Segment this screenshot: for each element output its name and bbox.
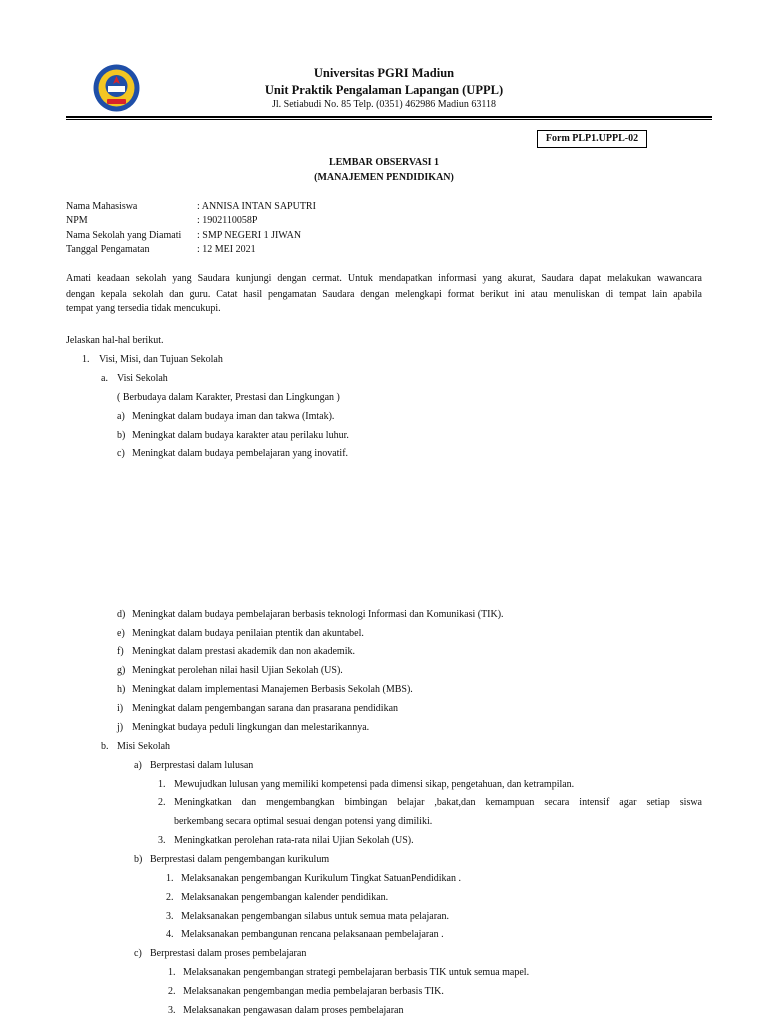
identity-label: Nama Sekolah yang Diamati	[66, 230, 182, 241]
list-marker: i)	[117, 703, 124, 714]
group-title: Berprestasi dalam proses pembelajaran	[150, 948, 307, 959]
subsection-letter: b.	[101, 741, 109, 752]
group-marker: c)	[134, 948, 142, 959]
numbered-item: Melaksanakan pengembangan Kurikulum Tingkat SatuanPendidikan .	[181, 873, 461, 884]
identity-value: : 12 MEI 2021	[197, 244, 256, 255]
list-marker: d)	[117, 609, 126, 620]
group-title: Berprestasi dalam lulusan	[150, 760, 254, 771]
list-marker: h)	[117, 684, 126, 695]
numbered-marker: 1.	[168, 967, 176, 978]
header-rule-thick	[66, 116, 712, 118]
doc-title: LEMBAR OBSERVASI 1	[328, 157, 440, 168]
list-item: Meningkat dalam budaya pembelajaran yang inovatif.	[132, 448, 349, 459]
numbered-item: Melaksanakan pengawasan dalam proses pembelajaran	[183, 1005, 404, 1016]
section-title: Visi, Misi, dan Tujuan Sekolah	[99, 354, 223, 365]
doc-subtitle: (MANAJEMEN PENDIDIKAN)	[314, 172, 454, 183]
instruction-line: Amati keadaan sekolah yang Saudara kunjungi dengan cermat. Untuk mendapatkan informasi yang akurat, Saudara dapat melakukan wawancara	[66, 273, 702, 284]
explain-heading: Jelaskan hal-hal berikut.	[66, 335, 164, 346]
numbered-marker: 4.	[166, 929, 174, 940]
header-rule-thin	[66, 119, 712, 120]
numbered-item: Melaksanakan pengembangan kalender pendidikan.	[181, 892, 389, 903]
section-number: 1.	[82, 354, 90, 365]
subsection-title: Visi Sekolah	[117, 373, 168, 384]
list-marker: b)	[117, 430, 126, 441]
list-item: Meningkat dalam budaya penilaian ptentik dan akuntabel.	[132, 628, 364, 639]
form-code-box: Form PLP1.UPPL-02	[537, 130, 647, 148]
numbered-item-continued: berkembang secara optimal sesuai dengan potensi yang dimiliki.	[174, 816, 433, 827]
numbered-marker: 2.	[158, 797, 166, 808]
group-marker: b)	[134, 854, 143, 865]
list-marker: c)	[117, 448, 125, 459]
numbered-marker: 1.	[166, 873, 174, 884]
numbered-item: Meningkatkan dan mengembangkan bimbingan belajar ,bakat,dan kemampuan secara intensif agar setiap siswa	[174, 797, 702, 808]
identity-value: : 1902110058P	[197, 215, 258, 226]
visi-motto: ( Berbudaya dalam Karakter, Prestasi dan Lingkungan )	[117, 392, 340, 403]
numbered-item: Melaksanakan pengembangan strategi pembelajaran berbasis TIK untuk semua mapel.	[183, 967, 530, 978]
numbered-marker: 1.	[158, 779, 166, 790]
list-item: Meningkat dalam budaya pembelajaran berbasis teknologi Informasi dan Komunikasi (TIK).	[132, 609, 504, 620]
list-item: Meningkat dalam pengembangan sarana dan prasarana pendidikan	[132, 703, 399, 714]
list-item: Meningkat dalam implementasi Manajemen Berbasis Sekolah (MBS).	[132, 684, 413, 695]
numbered-item: Melaksanakan pengembangan media pembelajaran berbasis TIK.	[183, 986, 444, 997]
group-marker: a)	[134, 760, 142, 771]
list-item: Meningkat perolehan nilai hasil Ujian Sekolah (US).	[132, 665, 343, 676]
numbered-marker: 3.	[166, 911, 174, 922]
list-item: Meningkat dalam prestasi akademik dan non akademik.	[132, 646, 355, 657]
list-marker: a)	[117, 411, 125, 422]
address-line: Jl. Setiabudi No. 85 Telp. (0351) 462986 Madiun 63118	[271, 99, 496, 110]
subsection-title: Misi Sekolah	[117, 741, 171, 752]
list-item: Meningkat dalam budaya karakter atau perilaku luhur.	[132, 430, 349, 441]
numbered-marker: 2.	[168, 986, 176, 997]
group-title: Berprestasi dalam pengembangan kurikulum	[150, 854, 330, 865]
list-marker: g)	[117, 665, 126, 676]
numbered-marker: 3.	[168, 1005, 176, 1016]
list-item: Meningkat dalam budaya iman dan takwa (Imtak).	[132, 411, 335, 422]
numbered-marker: 2.	[166, 892, 174, 903]
identity-label: Tanggal Pengamatan	[66, 244, 150, 255]
numbered-marker: 3.	[158, 835, 166, 846]
list-marker: f)	[117, 646, 124, 657]
numbered-item: Melaksanakan pengembangan silabus untuk semua mata pelajaran.	[181, 911, 449, 922]
university-name: Universitas PGRI Madiun	[313, 66, 455, 80]
subsection-letter: a.	[101, 373, 108, 384]
instruction-line: dengan kepala sekolah dan guru. Catat hasil pengamatan Saudara dengan melengkapi format berikut ini atau menuliskan di tempat lain apabila	[66, 289, 702, 300]
identity-value: : ANNISA INTAN SAPUTRI	[197, 201, 316, 212]
identity-value: : SMP NEGERI 1 JIWAN	[197, 230, 302, 241]
identity-label: Nama Mahasiswa	[66, 201, 138, 212]
instruction-line: tempat yang tersedia tidak mencukupi.	[66, 303, 221, 314]
list-item: Meningkat budaya peduli lingkungan dan melestarikannya.	[132, 722, 370, 733]
numbered-item: Melaksanakan pembangunan rencana pelaksanaan pembelajaran .	[181, 929, 444, 940]
numbered-item: Mewujudkan lulusan yang memiliki kompetensi pada dimensi sikap, pengetahuan, dan ketrampilan.	[174, 779, 575, 790]
list-marker: e)	[117, 628, 125, 639]
identity-label: NPM	[66, 215, 88, 226]
numbered-item: Meningkatkan perolehan rata-rata nilai Ujian Sekolah (US).	[174, 835, 414, 846]
list-marker: j)	[117, 722, 124, 733]
unit-name: Unit Praktik Pengalaman Lapangan (UPPL)	[264, 83, 504, 97]
